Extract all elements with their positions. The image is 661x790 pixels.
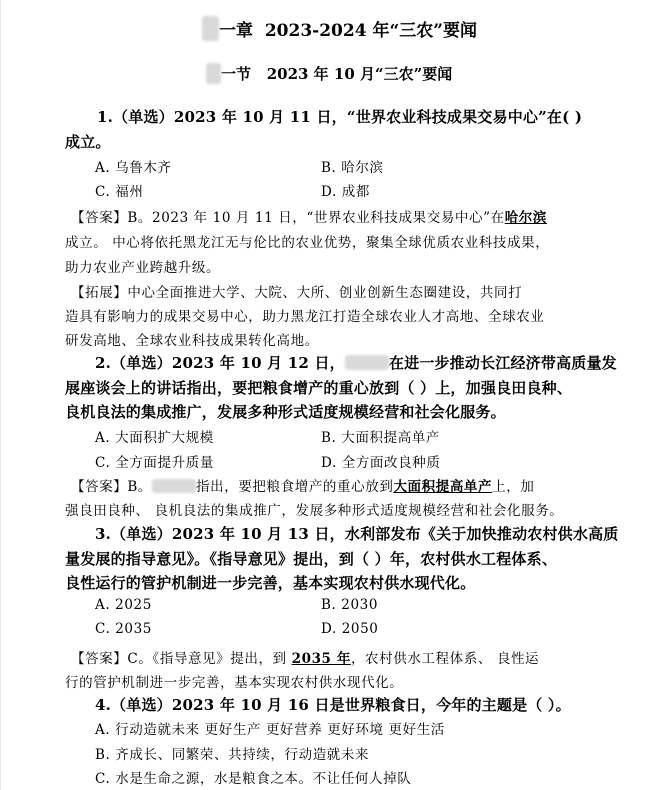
answer-text: 【答案】B。2023 年 10 月 11 日，“世界农业科技成果交易中心”在 <box>71 210 505 226</box>
redacted-text <box>345 355 389 370</box>
question-1-extension-line-2: 造具有影响力的成果交易中心，助力黑龙江打造全球农业人才高地、全球农业 <box>65 309 545 325</box>
question-3-option-d: D. 2050 <box>321 621 379 637</box>
question-3-option-c: C. 2035 <box>95 621 152 637</box>
question-3-answer-line-1 <box>71 647 539 667</box>
question-1-option-b: B. 哈尔滨 <box>321 160 384 176</box>
question-1-extension-line-3: 研发高地、全球农业科技成果转化高地。 <box>65 333 319 349</box>
redacted-text <box>152 479 196 493</box>
answer-highlight: 大面积提高单产 <box>393 479 493 495</box>
question-3-answer-line-2: 行的管护机制进一步完善，基本实现农村供水现代化。 <box>65 675 404 691</box>
question-2-option-d: D. 全方面改良种质 <box>321 455 441 471</box>
answer-highlight: 2035 年 <box>291 651 351 667</box>
question-1-option-c: C. 福州 <box>95 184 144 200</box>
question-2-option-b: B. 大面积提高单产 <box>321 430 441 446</box>
question-3-option-b: B. 2030 <box>321 597 379 613</box>
answer-text: ，农村供水工程体系、 良性运 <box>350 651 540 667</box>
question-3-stem-line-1: 3.（单选）2023 年 10 月 13 日，水利部发布《关于加快推动农村供水高质 <box>95 525 619 543</box>
question-1-stem-line-1: 1.（单选）2023 年 10 月 11 日，“世界农业科技成果交易中心”在( ) <box>97 108 583 126</box>
question-1-stem-line-2: 成立。 <box>65 133 111 151</box>
stem-text: 2.（单选）2023 年 10 月 12 日， <box>95 354 345 372</box>
question-2-stem-line-2: 展座谈会上的讲话指出，要把粮食增产的重心放到（ ）上，加强良田良种、 <box>65 379 573 397</box>
question-1-option-d: D. 成都 <box>321 184 370 200</box>
question-3-stem-line-3: 良性运行的管护机制进一步完善，基本实现农村供水现代化。 <box>65 574 476 592</box>
question-1-answer-line-1 <box>71 206 547 226</box>
question-1-option-a: A. 乌鲁木齐 <box>95 160 172 176</box>
question-2-answer-line-1 <box>71 475 534 495</box>
answer-text: 上，加 <box>492 479 535 495</box>
question-2-stem-line-3: 良机良法的集成推广，发展多种形式适度规模经营和社会化服务。 <box>65 403 506 421</box>
redacted-text <box>206 63 221 84</box>
answer-text: 【答案】B。 <box>71 479 153 495</box>
section-title-text: 2023 年 10 月“三农”要闻 <box>266 65 453 83</box>
question-4-stem-line-1: 4.（单选）2023 年 10 月 16 日是世界粮食日，今年的主题是（ ）。 <box>95 696 571 714</box>
stem-text: 在进一步推动长江经济带高质量发 <box>388 354 617 372</box>
question-4-option-c: C. 水是生命之源，水是粮食之本。不让任何人掉队 <box>95 771 412 787</box>
chapter-title-text: 2023-2024 年“三农”要闻 <box>264 21 478 41</box>
question-2-option-c: C. 全方面提升质量 <box>95 455 214 471</box>
question-2-stem-line-1 <box>95 352 617 373</box>
question-1-answer-line-3: 助力农业产业跨越升级。 <box>65 260 221 276</box>
question-1-answer-line-2: 成立。 中心将依托黑龙江无与伦比的农业优势，聚集全球优质农业科技成果， <box>65 235 550 251</box>
question-3-option-a: A. 2025 <box>95 597 152 613</box>
answer-highlight: 哈尔滨 <box>504 210 548 226</box>
chapter-title <box>202 16 477 41</box>
question-2-option-a: A. 大面积扩大规模 <box>95 430 214 446</box>
answer-text: 指出，要把粮食增产的重心放到 <box>196 479 394 495</box>
question-2-answer-line-2: 强良田良种、 良机良法的集成推广，发展多种形式适度规模经营和社会化服务。 <box>65 503 564 519</box>
question-4-option-a: A. 行动造就未来 更好生产 更好营养 更好环境 更好生活 <box>95 722 445 738</box>
answer-text: 【答案】C。《指导意见》提出，到 <box>71 651 292 667</box>
question-4-option-b: B. 齐成长、同繁荣、共持续，行动造就未来 <box>95 747 370 763</box>
section-prefix: 一节 <box>221 65 252 83</box>
redacted-text <box>202 16 219 41</box>
section-title <box>206 63 452 84</box>
question-1-extension-line-1: 【拓展】中心全面推进大学、大院、大所、创业创新生态圈建设，共同打 <box>71 285 523 301</box>
chapter-prefix: 一章 <box>219 21 253 41</box>
question-3-stem-line-2: 量发展的指导意见》。《指导意见》提出，到（ ）年，农村供水工程体系、 <box>65 550 558 568</box>
